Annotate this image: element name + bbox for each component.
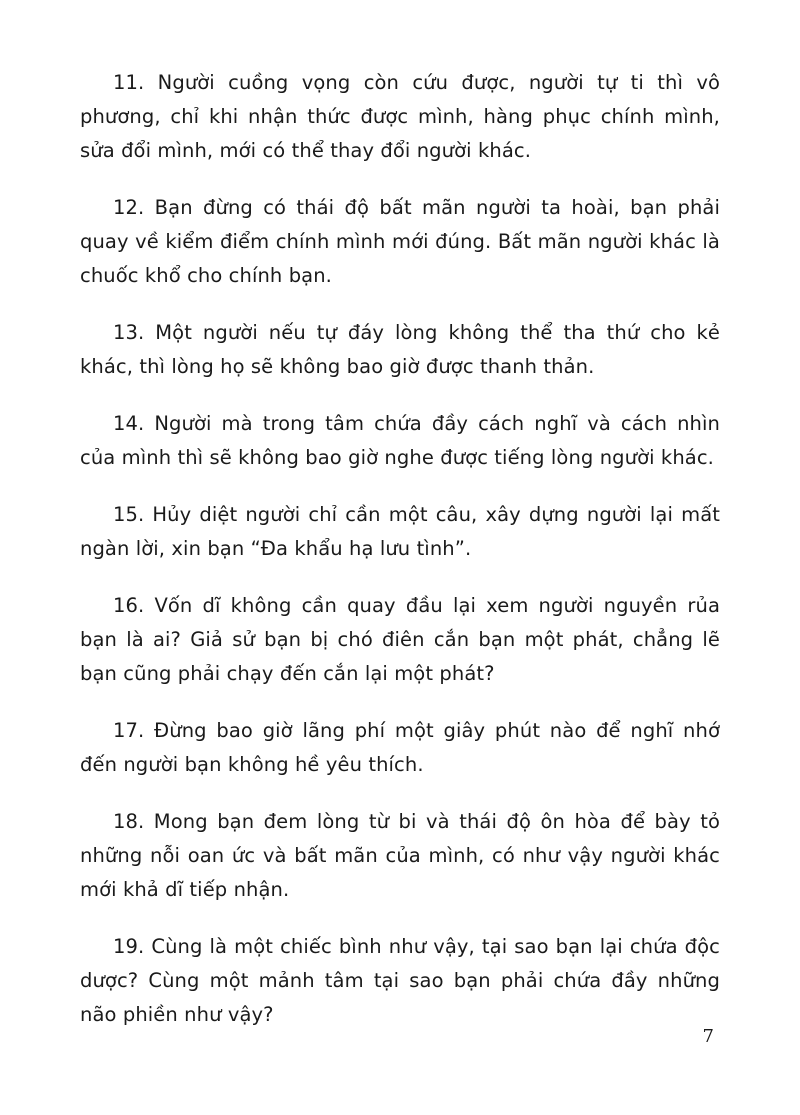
page-body — [80, 66, 720, 1055]
paragraph-17: 17. Đừng bao giờ lãng phí một giây phút nào để nghĩ nhớ đến người bạn không hề yêu thích. — [80, 719, 720, 776]
paragraph-16: 16. Vốn dĩ không cần quay đầu lại xem người nguyền rủa bạn là ai? Giả sử bạn bị chó điên cắn bạn một phát, chẳng lẽ bạn cũng phải chạy đến cắn lại một phát? — [80, 594, 720, 685]
paragraph-18: 18. Mong bạn đem lòng từ bi và thái độ ôn hòa để bày tỏ những nỗi oan ức và bất mãn của mình, có như vậy người khác mới khả dĩ tiếp nhận. — [80, 810, 720, 901]
page-number: 7 — [702, 1026, 714, 1047]
paragraph-12: 12. Bạn đừng có thái độ bất mãn người ta hoài, bạn phải quay về kiểm điểm chính mình mới đúng. Bất mãn người khác là chuốc khổ cho chính bạn. — [80, 196, 720, 287]
paragraph-14: 14. Người mà trong tâm chứa đầy cách nghĩ và cách nhìn của mình thì sẽ không bao giờ nghe được tiếng lòng người khác. — [80, 412, 720, 469]
paragraph-13: 13. Một người nếu tự đáy lòng không thể tha thứ cho kẻ khác, thì lòng họ sẽ không bao giờ được thanh thản. — [80, 321, 720, 378]
paragraph-19: 19. Cùng là một chiếc bình như vậy, tại sao bạn lại chứa độc dược? Cùng một mảnh tâm tại sao bạn phải chứa đầy những não phiền như vậy? — [80, 935, 720, 1026]
paragraph-11: 11. Người cuồng vọng còn cứu được, người tự ti thì vô phương, chỉ khi nhận thức được mình, hàng phục chính mình, sửa đổi mình, mới có thể thay đổi người khác. — [80, 71, 720, 162]
paragraph-15: 15. Hủy diệt người chỉ cần một câu, xây dựng người lại mất ngàn lời, xin bạn “Đa khẩu hạ lưu tình”. — [80, 503, 720, 560]
